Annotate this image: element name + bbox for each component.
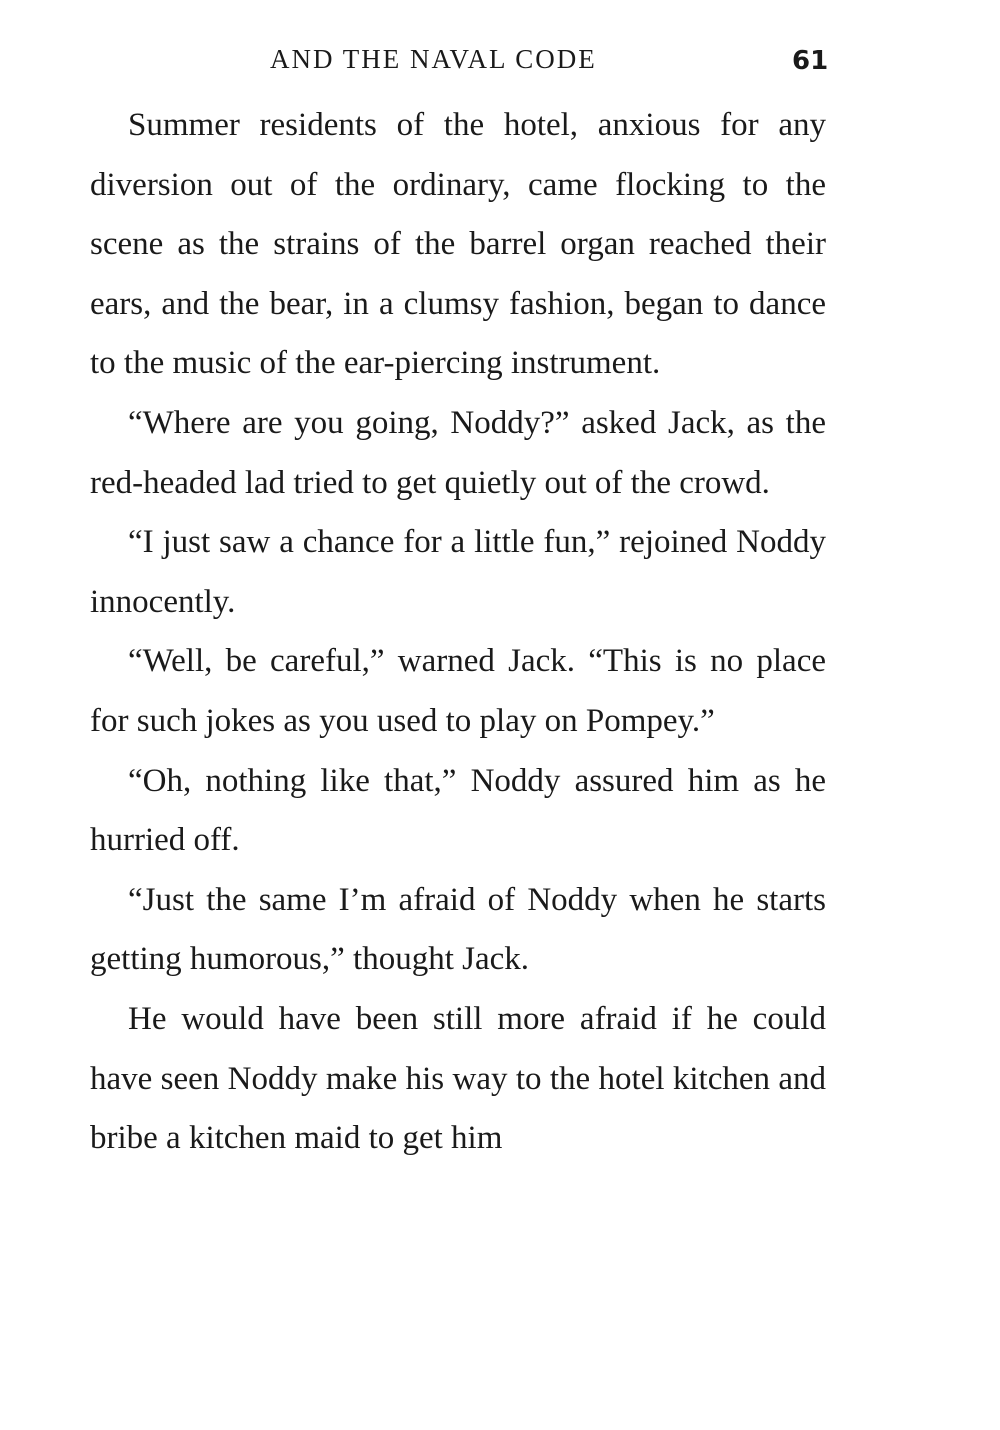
paragraph-3: “I just saw a chance for a little fun,” rejoined Noddy innocently.: [90, 524, 826, 620]
paragraph-5: “Oh, nothing like that,” Noddy assured him as he hurried off.: [90, 762, 826, 859]
page-header: [0, 44, 1000, 84]
paragraph-7: He would have been still more afraid if he could have seen Noddy make his way to the hotel kitchen and bribe a kitchen maid to get him: [90, 1000, 826, 1157]
paragraph-2: “Where are you going, Noddy?” asked Jack, as the red-headed lad tried to get quietly out of the crowd.: [90, 404, 826, 501]
page-number: 61: [792, 46, 829, 76]
running-head: AND THE NAVAL CODE: [270, 44, 597, 74]
paragraph-6: “Just the same I’m afraid of Noddy when he starts getting humorous,” thought Jack.: [90, 881, 826, 978]
paragraph-4: “Well, be careful,” warned Jack. “This is no place for such jokes as you used to play on Pompey.”: [90, 643, 826, 739]
body-text: [90, 96, 826, 1169]
paragraph-1: Summer residents of the hotel, anxious for any diversion out of the ordinary, came flocking to the scene as the strains of the barrel organ reached their ears, and the bear, in a clumsy fashion, began to dance to the music of the ear-piercing instrument.: [90, 107, 826, 382]
